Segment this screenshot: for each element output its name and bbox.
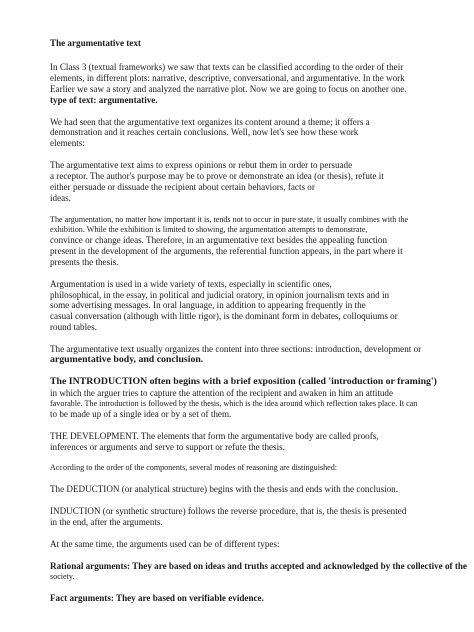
text-line: The DEDUCTION (or analytical structure) begins with the thesis and ends with the conclusion. <box>50 484 399 495</box>
text-line: elements, in different plots: narrative, descriptive, conversational, and argumentative. In the work <box>50 72 405 83</box>
emphasis-text: type of text: argumentative. <box>50 94 158 105</box>
paragraph-argumentation <box>50 215 454 268</box>
text-line: in which the arguer tries to capture the attention of the recipient and awaken in him an attitude <box>50 387 394 398</box>
paragraph-reasoning-modes <box>50 463 454 473</box>
emphasis-text: argumentative body, and conclusion. <box>50 354 204 366</box>
text-line: elements: <box>50 138 85 149</box>
text-line: Earlier we saw a story and analyzed the narrative plot. Now we are going to focus on another one. <box>50 83 407 94</box>
paragraph-argument-types <box>50 539 454 550</box>
emphasis-text: Fact arguments: They are based on verifiable evidence. <box>50 593 264 603</box>
emphasis-text: The INTRODUCTION often begins with a brief exposition (called 'introduction or framing') <box>50 375 437 387</box>
paragraph-sections <box>50 344 454 366</box>
text-line: THE DEVELOPMENT. The elements that form the argumentative body are called proofs, <box>50 430 379 441</box>
document-title: The argumentative text <box>50 38 141 48</box>
paragraph-elements <box>50 117 454 150</box>
text-line: The argumentation, no matter how important it is, tends not to occur in pure state, it usually combines with the <box>50 214 409 224</box>
text-line: The argumentative text aims to express opinions or rebut them in order to persuade <box>50 160 353 171</box>
text-line: present in the development of the arguments, the referential function appears, in the part where it <box>50 245 403 256</box>
text-line: favorable. The introduction is followed by the thesis, which is the idea around which reflection takes place. It can <box>50 398 418 408</box>
text-line: philosophical, in the essay, in political and judicial oratory, in opinion journalism texts and in <box>50 289 390 300</box>
paragraph-aim <box>50 160 454 204</box>
paragraph-intro <box>50 62 454 106</box>
text-line: We had seen that the argumentative text organizes its content around a theme; it offers a <box>50 116 370 127</box>
paragraph-development <box>50 431 454 453</box>
text-line: According to the order of the components, several modes of reasoning are distinguished: <box>50 463 338 473</box>
emphasis-text: Rational arguments: They are based on ideas and truths accepted and acknowledged by the collective of the <box>50 561 467 572</box>
text-line: Argumentation is used in a wide variety of texts, especially in scientific ones, <box>50 278 332 289</box>
text-line: demonstration and it reaches certain conclusions. Well, now let's see how these work <box>50 127 359 138</box>
text-line: casual conversation (although with little rigor), is the dominant form in debates, colloquiums or <box>50 311 398 322</box>
text-line: convince or change ideas. Therefore, in an argumentative text besides the appealing function <box>50 234 388 245</box>
text-line: round tables. <box>50 322 97 333</box>
paragraph-fact-arguments <box>50 593 454 604</box>
text-line: ideas. <box>50 192 71 203</box>
text-line: In Class 3 (textual frameworks) we saw that texts can be classified according to the order of their <box>50 61 404 72</box>
text-line: At the same time, the arguments used can be of different types: <box>50 539 280 550</box>
text-line: a receptor. The author's purpose may be to prove or demonstrate an idea (or thesis), refute it <box>50 171 384 182</box>
text-line: to be made up of a single idea or by a set of them. <box>50 408 232 419</box>
paragraph-deduction <box>50 484 454 495</box>
paragraph-usage <box>50 279 454 334</box>
text-line: in the end, after the arguments. <box>50 517 163 528</box>
paragraph-induction <box>50 506 454 528</box>
text-line: INDUCTION (or synthetic structure) follows the reverse procedure, that is, the thesis is presented <box>50 506 407 517</box>
text-line: The argumentative text usually organizes the content into three sections: introduction, development or <box>50 344 422 355</box>
text-line: either persuade or dissuade the recipient about certain behaviors, facts or <box>50 182 315 193</box>
text-line: inferences or arguments and serve to support or refute the thesis. <box>50 441 285 452</box>
text-line: society. <box>50 572 75 581</box>
paragraph-introduction <box>50 377 454 420</box>
text-line: some advertising messages. In oral language, in addition to appearing frequently in the <box>50 300 366 311</box>
text-line: presents the thesis. <box>50 256 119 267</box>
paragraph-rational-arguments <box>50 561 467 582</box>
text-line: exhibition. While the exhibition is limited to showing, the argumentation attempts to demonstrate, <box>50 224 368 234</box>
